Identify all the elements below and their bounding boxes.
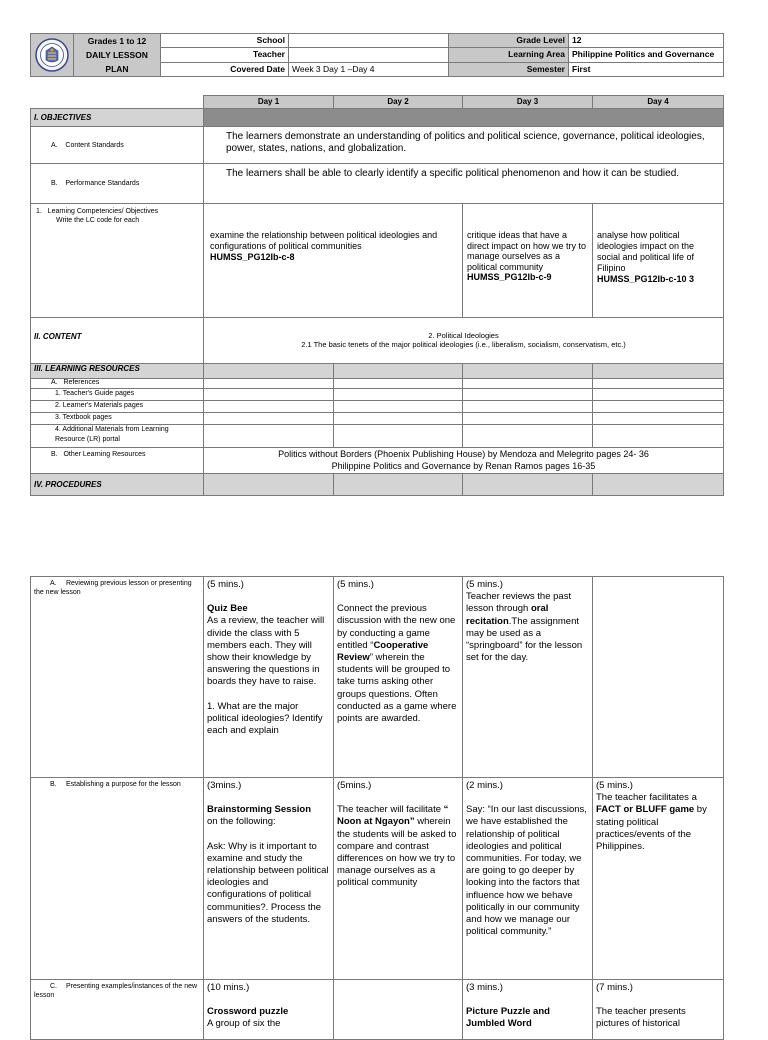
lesson-plan-table: [30, 95, 724, 496]
a-day3-pre: Teacher reviews the past lesson through: [466, 591, 572, 615]
b-day4-pre: The teacher facilitates a: [596, 792, 697, 804]
learning-resources-heading: III. LEARNING RESOURCES: [31, 364, 204, 379]
content-standards-text: The learners demonstrate an understanding of politics and political science, governance, political ideologies, power, states, nations, and globalization.: [204, 127, 724, 164]
a-day2-post: ” wherein the students will be grouped to take turns asking other groups questions. Often conducted as a game where points are awarded.: [337, 652, 457, 725]
content-line2: 2.1 The basic tenets of the major political ideologies (i.e., liberalism, socialism, conservatism, etc.): [301, 340, 626, 349]
c-day4-time: (7 mins.): [596, 982, 633, 993]
procedure-b-text: Establishing a purpose for the lesson: [65, 781, 181, 788]
a-day2-pre: Connect the previous discussion with the new one by conducting a game entitled “: [337, 603, 456, 651]
lc-day1-2-text: examine the relationship between political ideologies and configurations of political communities: [210, 230, 438, 251]
content-standards-label: A. Content Standards: [31, 127, 204, 164]
grade-level-label: Grade Level: [449, 34, 569, 48]
covered-date-label: Covered Date: [161, 62, 289, 76]
a-day2-time: (5 mins.): [337, 579, 374, 590]
c-day1-time: (10 mins.): [207, 982, 250, 993]
procedure-a-text: Reviewing previous lesson or presenting the new lesson: [34, 580, 192, 596]
b-day1-body: on the following:: [207, 816, 276, 828]
procedure-a-day4: [593, 577, 724, 778]
c-day1-body: A group of six the: [207, 1018, 281, 1030]
lc-day1-2-code: HUMSS_PG12Ib-c-8: [210, 252, 295, 262]
procedure-b-day4: [593, 778, 724, 980]
procedure-a-day2: [334, 577, 463, 778]
dll-title-line2: DAILY LESSON: [86, 50, 148, 60]
references-label: A. References: [31, 379, 204, 389]
logo-cell: [31, 34, 74, 77]
procedure-b-letter: B.: [50, 781, 57, 788]
lc-day4: [593, 204, 724, 318]
b-day4-time: (5 mins.): [596, 780, 633, 791]
a-day1-body: As a review, the teacher will divide the class with 5 members each. They will show their knowledge by answering the questions in boards they have to raise.: [207, 615, 325, 688]
lc-day3-text: critique ideas that have a direct impact on how we try to manage ourselves as a political community: [467, 230, 587, 272]
teachers-guide-label: 1. Teacher's Guide pages: [31, 389, 204, 401]
day-header-1: Day 1: [204, 96, 334, 109]
lc-label-line2: Write the LC code for each: [56, 217, 140, 224]
c-day3-time: (3 mins.): [466, 982, 503, 993]
grade-level-value: 12: [569, 34, 724, 48]
b-day3-time: (2 mins.): [466, 780, 503, 791]
procedure-row-c-label: [31, 980, 204, 1040]
b-day2-bold: “ Noon at Ngayon”: [337, 804, 449, 828]
header-table: [30, 33, 724, 77]
objectives-heading: I. OBJECTIVES: [31, 109, 204, 127]
b-day3-body: Say: “In our last discussions, we have established the relationship of political ideologies and political communities. For today, we are going to go deeper by looking into the factors that influence how we behave politically in our community and how we manage our political community.”: [466, 804, 587, 938]
semester-value: First: [569, 62, 724, 76]
procedure-a-day1: [204, 577, 334, 778]
covered-date-value: Week 3 Day 1 –Day 4: [289, 62, 449, 76]
objectives-bar: [204, 109, 724, 127]
day-header-3: Day 3: [463, 96, 593, 109]
other-resources-line1: Politics without Borders (Phoenix Publishing House) by Mendoza and Melegrito pages 24- 36: [278, 449, 649, 459]
c-day4-body: The teacher presents pictures of historical: [596, 1006, 686, 1030]
content-line1: 2. Political Ideologies: [428, 331, 499, 340]
procedure-c-text: Presenting examples/instances of the new lesson: [34, 983, 198, 999]
teacher-label: Teacher: [161, 48, 289, 62]
procedure-row-a-label: [31, 577, 204, 778]
school-value: [289, 34, 449, 48]
procedure-b-day3: [463, 778, 593, 980]
procedure-c-day1: [204, 980, 334, 1040]
lc-day3-code: HUMSS_PG12Ib-c-9: [467, 272, 552, 282]
learning-area-value: Philippine Politics and Governance: [569, 48, 724, 62]
content-text: [204, 318, 724, 364]
a-day1-question: 1. What are the major political ideologies? Identify each and explain: [207, 700, 323, 737]
a-day3-bold: oral recitation: [466, 603, 549, 627]
dll-title-line3: PLAN: [105, 64, 129, 74]
lc-day4-text: analyse how political ideologies impact on the social and political life of Filipino: [597, 230, 695, 273]
b-day2-time: (5mins.): [337, 780, 372, 791]
learning-competencies-label: [31, 204, 204, 318]
b-day1-title: Brainstorming Session: [207, 804, 311, 816]
c-day1-title: Crossword puzzle: [207, 1006, 289, 1018]
procedure-b-day2: [334, 778, 463, 980]
lc-day4-code: HUMSS_PG12Ib-c-10 3: [597, 274, 695, 284]
other-resources-line2: Philippine Politics and Governance by Renan Ramos pages 16-35: [331, 460, 596, 471]
day-header-2: Day 2: [334, 96, 463, 109]
procedures-table: [30, 576, 724, 1040]
lc-label-line1: 1. Learning Competencies/ Objectives: [36, 208, 159, 215]
teacher-value: [289, 48, 449, 62]
lc-day1-2: [204, 204, 463, 318]
b-day1-question: Ask: Why is it important to examine and study the relationship between political ideologies and configurations of political communities?. Process the answers of the students.: [207, 840, 329, 925]
a-day1-title: Quiz Bee: [207, 603, 248, 615]
b-day1-time: (3mins.): [207, 780, 242, 791]
procedure-a-day3: [463, 577, 593, 778]
textbook-label: 3. Textbook pages: [31, 413, 204, 425]
procedure-b-day1: [204, 778, 334, 980]
b-day4-post: by stating political practices/events of the Philippines.: [596, 804, 707, 853]
dll-title: [74, 34, 161, 77]
a-day3-post: .The assignment may be used as a “springboard” for the lesson set for the day.: [466, 615, 583, 664]
b-day2-post: wherein the students will be asked to compare and contrast differences on how we try to manage ourselves as a political community: [337, 816, 457, 889]
procedure-c-letter: C.: [50, 983, 57, 990]
semester-label: Semester: [449, 62, 569, 76]
a-day1-time: (5 mins.): [207, 579, 244, 590]
deped-seal-icon: [35, 38, 69, 72]
procedure-row-b-label: [31, 778, 204, 980]
b-day4-bold: FACT or BLUFF game: [596, 804, 695, 816]
performance-standards-label: B. Performance Standards: [31, 164, 204, 204]
a-day2-bold: Cooperative Review: [337, 639, 429, 664]
learning-area-label: Learning Area: [449, 48, 569, 62]
procedures-heading: IV. PROCEDURES: [31, 474, 204, 496]
content-heading: II. CONTENT: [31, 318, 204, 364]
performance-standards-text: The learners shall be able to clearly identify a specific political phenomenon and how it can be studied.: [204, 164, 724, 204]
lc-day3: [463, 204, 593, 318]
procedure-a-letter: A.: [50, 580, 57, 587]
other-resources-label: B. Other Learning Resources: [31, 448, 204, 474]
b-day2-pre: The teacher will facilitate: [337, 804, 444, 816]
school-label: School: [161, 34, 289, 48]
dll-title-line1: Grades 1 to 12: [87, 36, 147, 46]
c-day3-title: Picture Puzzle and Jumbled Word: [466, 1006, 550, 1030]
procedure-c-day3: [463, 980, 593, 1040]
a-day3-time: (5 mins.): [466, 579, 503, 590]
additional-materials-label: 4. Additional Materials from Learning Resource (LR) portal: [31, 425, 204, 448]
procedure-c-day2: [334, 980, 463, 1040]
other-resources-text: [204, 448, 724, 474]
learners-materials-label: 2. Learner's Materials pages: [31, 401, 204, 413]
procedure-c-day4: [593, 980, 724, 1040]
day-header-4: Day 4: [593, 96, 724, 109]
